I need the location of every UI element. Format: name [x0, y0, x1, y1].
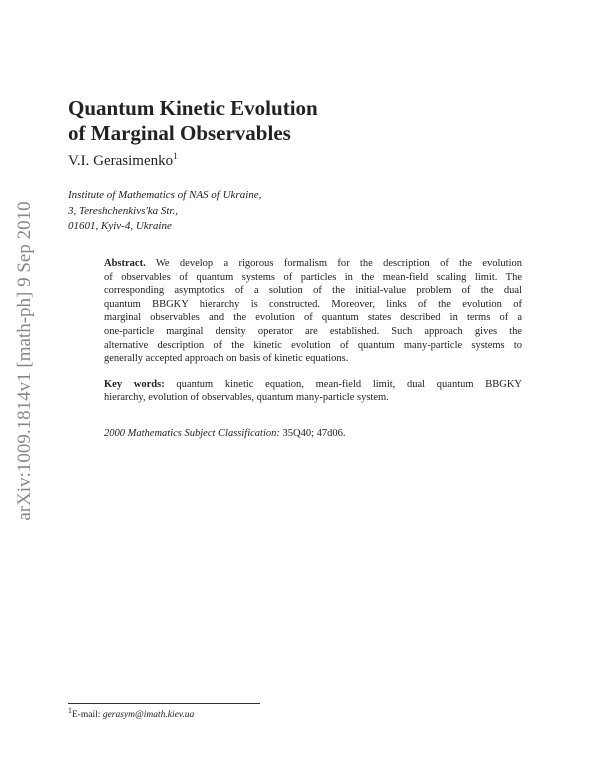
title-line: of Marginal Observables [68, 121, 291, 145]
msc-classification [104, 427, 522, 441]
abstract-line: quantum BBGKY hierarchy is constructed. Moreover, links of the evolution of [104, 298, 522, 310]
keywords-label: Key words: [104, 378, 165, 390]
arxiv-stamp: arXiv:1009.1814v1 [math-ph] 9 Sep 2010 [14, 201, 35, 521]
footnote-rule [68, 703, 260, 704]
footnote-mark: 1 [173, 151, 178, 161]
affiliation-line: Institute of Mathematics of NAS of Ukraine, [68, 189, 262, 201]
paper-title [68, 96, 318, 146]
paper-body [104, 257, 522, 441]
affiliation-line: 3, Tereshchenkivs'ka Str., [68, 204, 178, 217]
email-address: gerasym@imath.kiev.ua [102, 710, 195, 721]
abstract [104, 257, 522, 366]
abstract-label: Abstract. [104, 258, 146, 269]
abstract-line: marginal observables and the evolution of quantum states described in terms of a [104, 312, 522, 324]
abstract-line: alternative description of the kinetic evolution of quantum many-particle systems to [104, 339, 522, 351]
author [68, 151, 178, 170]
abstract-line: one-particle marginal density operator are established. Such approach gives the [104, 325, 522, 337]
author-name: V.I. Gerasimenko [68, 153, 174, 169]
footnote-label: E-mail: [71, 710, 101, 721]
msc-value: 35Q40; 47d06. [282, 427, 346, 439]
affiliation-line: 01601, Kyiv-4, Ukraine [68, 220, 172, 232]
msc-label: 2000 Mathematics Subject Classification: [104, 427, 280, 439]
abstract-text: We develop a rigorous formalism for the description of the evolution [155, 258, 523, 269]
title-line: Quantum Kinetic Evolution [68, 96, 318, 120]
keywords-line [104, 378, 522, 392]
keywords [104, 378, 522, 405]
keywords-text: quantum kinetic equation, mean-field limit, dual quantum BBGKY [176, 378, 522, 390]
abstract-line [104, 257, 522, 271]
keywords-line: hierarchy, evolution of observables, quantum many-particle system. [104, 392, 389, 404]
affiliation [68, 188, 261, 235]
abstract-line: generally accepted approach on basis of kinetic equations. [104, 353, 349, 365]
footnote [68, 706, 194, 720]
abstract-line: of observables of quantum systems of particles in the mean-field scaling limit. The [104, 271, 522, 283]
footnote-mark: 1 [68, 706, 72, 715]
abstract-line: corresponding asymptotics of a solution of the initial-value problem of the dual [104, 285, 522, 297]
